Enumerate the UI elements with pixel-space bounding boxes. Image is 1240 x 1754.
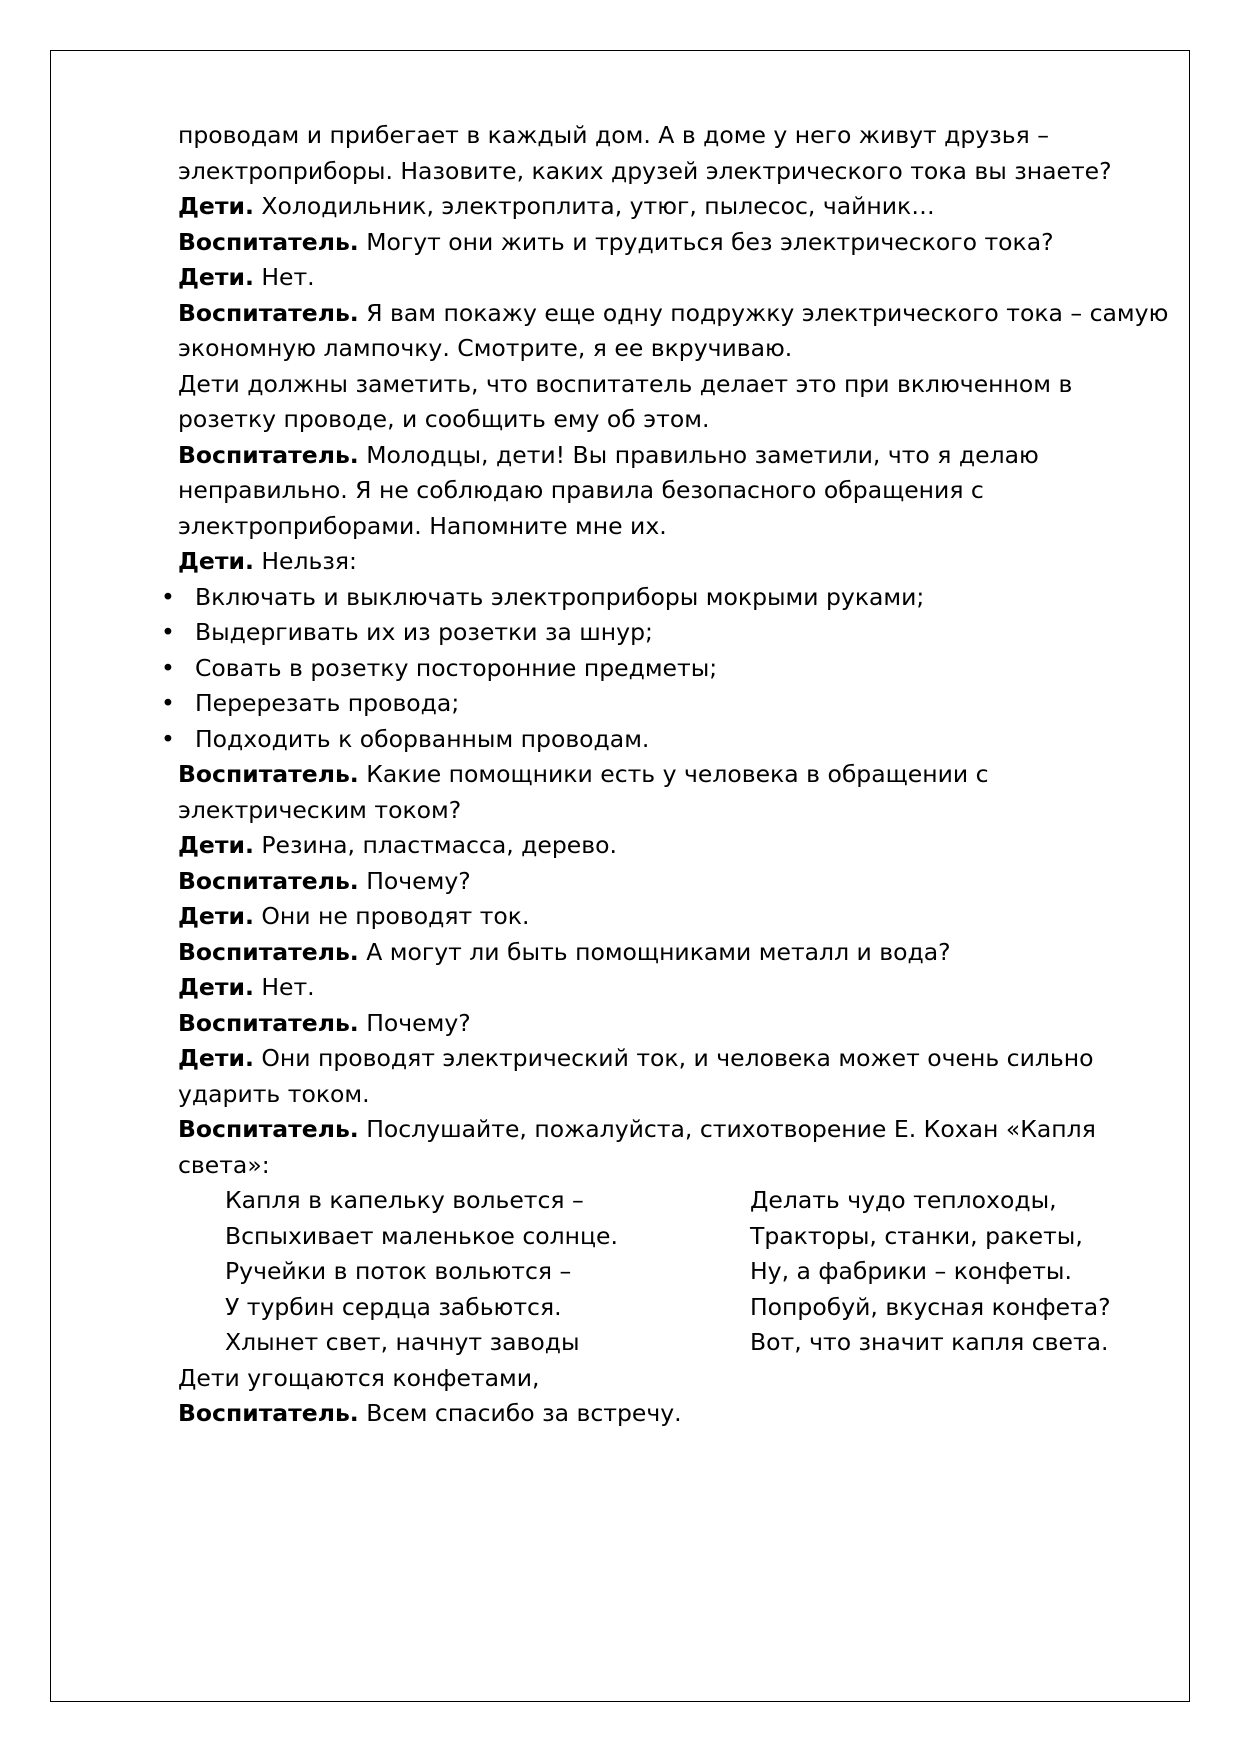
paragraph-line: света»: bbox=[178, 1150, 270, 1179]
speaker-label: Воспитатель. bbox=[178, 298, 359, 327]
speech-text: Они не проводят ток. bbox=[253, 902, 530, 930]
paragraph-line: электроприборами. Напомните мне их. bbox=[178, 511, 667, 540]
dialogue-line bbox=[178, 1006, 1158, 1042]
list-item: • Включать и выключать электроприборы мокрыми руками; bbox=[178, 580, 1158, 616]
speech-text: Могут они жить и трудиться без электрического тока? bbox=[358, 227, 1054, 256]
speaker-label: Дети. bbox=[178, 973, 254, 1001]
dialogue-line bbox=[178, 899, 1158, 935]
speaker-label: Дети. bbox=[178, 192, 254, 220]
speech-text: Послушайте, пожалуйста, стихотворение Е. Кохан «Капля bbox=[358, 1115, 1096, 1143]
poem bbox=[178, 1183, 1158, 1361]
speaker-label: Воспитатель. bbox=[178, 1008, 359, 1037]
dialogue-line bbox=[178, 1396, 1158, 1432]
dialogue-line bbox=[178, 260, 1158, 296]
dialogue-line bbox=[178, 970, 1158, 1006]
dialogue-line bbox=[178, 935, 1158, 971]
speech-text: Почему? bbox=[358, 1008, 471, 1037]
poem-line: Вспыхивает маленькое солнце. bbox=[225, 1221, 618, 1250]
speech-text: Нет. bbox=[253, 973, 315, 1001]
speaker-label: Дети. bbox=[178, 263, 254, 291]
document-body bbox=[178, 118, 1169, 1432]
dialogue-line bbox=[178, 1041, 1158, 1077]
list-item: • Перерезать провода; bbox=[178, 686, 1158, 722]
poem-line: Вот, что значит капля света. bbox=[750, 1328, 1109, 1356]
dialogue-line bbox=[178, 757, 1158, 793]
poem-line: У турбин сердца забьются. bbox=[225, 1292, 562, 1321]
speech-text: Всем спасибо за встречу. bbox=[358, 1399, 682, 1427]
speech-text: Резина, пластмасса, дерево. bbox=[253, 831, 617, 859]
paragraph-line: проводам и прибегает в каждый дом. А в доме у него живут друзья – bbox=[178, 121, 1049, 149]
speaker-label: Воспитатель. bbox=[178, 440, 359, 469]
paragraph-line: электрическим током? bbox=[178, 795, 462, 824]
speech-text: Я вам покажу еще одну подружку электрического тока – самую bbox=[358, 298, 1169, 327]
list-item: • Подходить к оборванным проводам. bbox=[178, 722, 1158, 758]
stage-note-line: розетку проводе, и сообщить ему об этом. bbox=[178, 405, 710, 433]
dialogue-line bbox=[178, 864, 1158, 900]
dialogue-line bbox=[178, 828, 1158, 864]
speech-text: Почему? bbox=[358, 866, 471, 895]
poem-line: Попробуй, вкусная конфета? bbox=[750, 1292, 1111, 1321]
speech-text: Они проводят электрический ток, и человека может очень сильно bbox=[253, 1044, 1094, 1072]
dialogue-line bbox=[178, 296, 1169, 332]
rules-list bbox=[178, 580, 1158, 758]
dialogue-line bbox=[178, 1112, 1158, 1148]
speaker-label: Дети. bbox=[178, 1044, 254, 1072]
dialogue-line bbox=[178, 189, 1158, 225]
speaker-label: Дети. bbox=[178, 831, 254, 859]
stage-note-line: Дети должны заметить, что воспитатель делает это при включенном в bbox=[178, 369, 1073, 398]
stage-note-line: Дети угощаются конфетами, bbox=[178, 1363, 540, 1392]
speech-text: Молодцы, дети! Вы правильно заметили, что я делаю bbox=[358, 440, 1039, 469]
speaker-label: Воспитатель. bbox=[178, 866, 359, 895]
poem-line: Хлынет свет, начнут заводы bbox=[225, 1328, 580, 1356]
speaker-label: Воспитатель. bbox=[178, 937, 359, 966]
paragraph-line: электроприборы. Назовите, каких друзей электрического тока вы знаете? bbox=[178, 156, 1112, 185]
speech-text: Холодильник, электроплита, утюг, пылесос, чайник… bbox=[253, 192, 935, 220]
paragraph-line: экономную лампочку. Смотрите, я ее вкручиваю. bbox=[178, 334, 793, 362]
speaker-label: Воспитатель. bbox=[178, 760, 359, 788]
dialogue-line bbox=[178, 225, 1158, 261]
paragraph-line: неправильно. Я не соблюдаю правила безопасного обращения с bbox=[178, 476, 984, 504]
poem-column-left bbox=[225, 1183, 750, 1361]
speaker-label: Воспитатель. bbox=[178, 1115, 359, 1143]
dialogue-line bbox=[178, 544, 1158, 580]
poem-line: Ну, а фабрики – конфеты. bbox=[750, 1257, 1072, 1285]
dialogue-line bbox=[178, 438, 1158, 474]
speech-text: А могут ли быть помощниками металл и вода? bbox=[358, 937, 951, 966]
poem-line: Ручейки в поток вольются – bbox=[225, 1257, 572, 1285]
poem-line: Делать чудо теплоходы, bbox=[750, 1186, 1057, 1214]
speaker-label: Воспитатель. bbox=[178, 1399, 359, 1427]
speech-text: Какие помощники есть у человека в обращении с bbox=[358, 760, 989, 788]
poem-line: Тракторы, станки, ракеты, bbox=[750, 1221, 1083, 1250]
list-item: • Совать в розетку посторонние предметы; bbox=[178, 651, 1158, 687]
speech-text: Нельзя: bbox=[253, 547, 357, 575]
poem-line: Капля в капельку вольется – bbox=[225, 1186, 584, 1214]
poem-column-right bbox=[750, 1183, 1150, 1361]
list-item: • Выдергивать их из розетки за шнур; bbox=[178, 615, 1158, 651]
paragraph-line: ударить током. bbox=[178, 1079, 370, 1108]
speech-text: Нет. bbox=[253, 263, 315, 291]
speaker-label: Дети. bbox=[178, 902, 254, 930]
speaker-label: Дети. bbox=[178, 547, 254, 575]
speaker-label: Воспитатель. bbox=[178, 227, 359, 256]
